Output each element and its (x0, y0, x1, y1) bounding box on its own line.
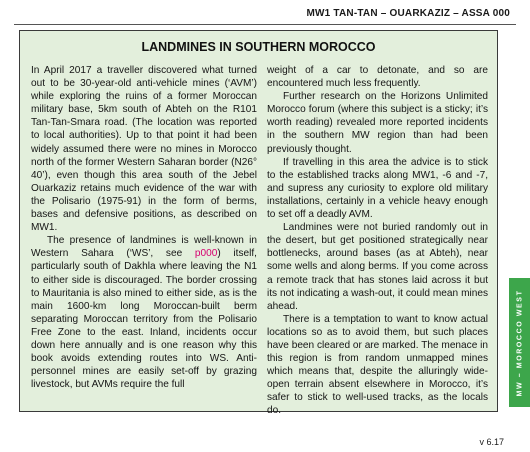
paragraph (31, 234, 257, 391)
header-divider (14, 24, 516, 25)
section-side-tab[interactable] (509, 278, 530, 407)
paragraph: There is a temptation to want to know actual locations so as to avoid them, but such places have been cleared or are marked. The menace in this region is from random unmapped mines which means that, despite the alluringly wide-open terrain absent elsewhere in Morocco, it’s safer to stick to well-used tracks, as the locals do. (267, 313, 488, 417)
side-tab-label: MW – MOROCCO WEST (516, 289, 523, 396)
page-reference-link[interactable]: p000 (194, 248, 218, 260)
paragraph: If travelling in this area the advice is to stick to the established tracks along MW1, -6 and -7, and supress any curiosity to explore old military installations, certainly in a vehicle heavy enough to set off a deadly AVM. (267, 156, 488, 221)
paragraph-text: The presence of landmines is well-known in Western Sahara (‘WS’, see (31, 235, 257, 260)
right-column (267, 64, 488, 418)
version-number: v 6.17 (479, 437, 504, 447)
paragraph: In April 2017 a traveller discovered what turned out to be 30-year-old anti-vehicle mines (‘AVM’) while exploring the ruins of a former Moroccan military base, 5km south of Abteh on the R101 Tan-Tan-Smara road. (The location was reported to local authorities). Up to that point it had been widely assumed there were no mines in Morocco north of the former Western Saharan border (N26° 40’), even though this area south of the Jebel Ouarkaziz retains much evidence of the war with the Polisario (1975-91) in the form of berms, bases and defensive positions, as described on MW1. (31, 65, 257, 234)
left-column (31, 64, 257, 391)
box-title: LANDMINES IN SOUTHERN MOROCCO (141, 40, 376, 54)
paragraph: weight of a car to detonate, and so are encountered much less frequently. (267, 65, 488, 90)
paragraph-text: ) itself, particularly south of Dakhla where leaving the N1 to either side is discouraged. The border crossing to Mauritania is also mined to either side, as is the main 1600-km long Moroccan-built berm separating Moroccan territory from the Polisario Free Zone to the east. Inland, incidents occur down here annually and is one reason why this book avoids extending routes into WS. Anti-personnel mines are easily set-off by grazing livestock, but AVMs require the full (31, 248, 257, 391)
paragraph: Landmines were not buried randomly out in the desert, but get positioned strategically near bottlenecks, around bases (as at Abteh), near some wells and along berms. If you come across a remote track that has stones laid across it but its not indicating a wash-out, it could mean mines ahead. (267, 222, 488, 312)
paragraph: Further research on the Horizons Unlimited Morocco forum (where this subject is a sticky; it’s worth reading) revealed more reported incidents in the southern MW region than had been previously thought. (267, 91, 488, 155)
running-header: MW1 TAN-TAN – OUARKAZIZ – ASSA 000 (306, 8, 510, 19)
landmines-sidebar-box (19, 30, 498, 417)
